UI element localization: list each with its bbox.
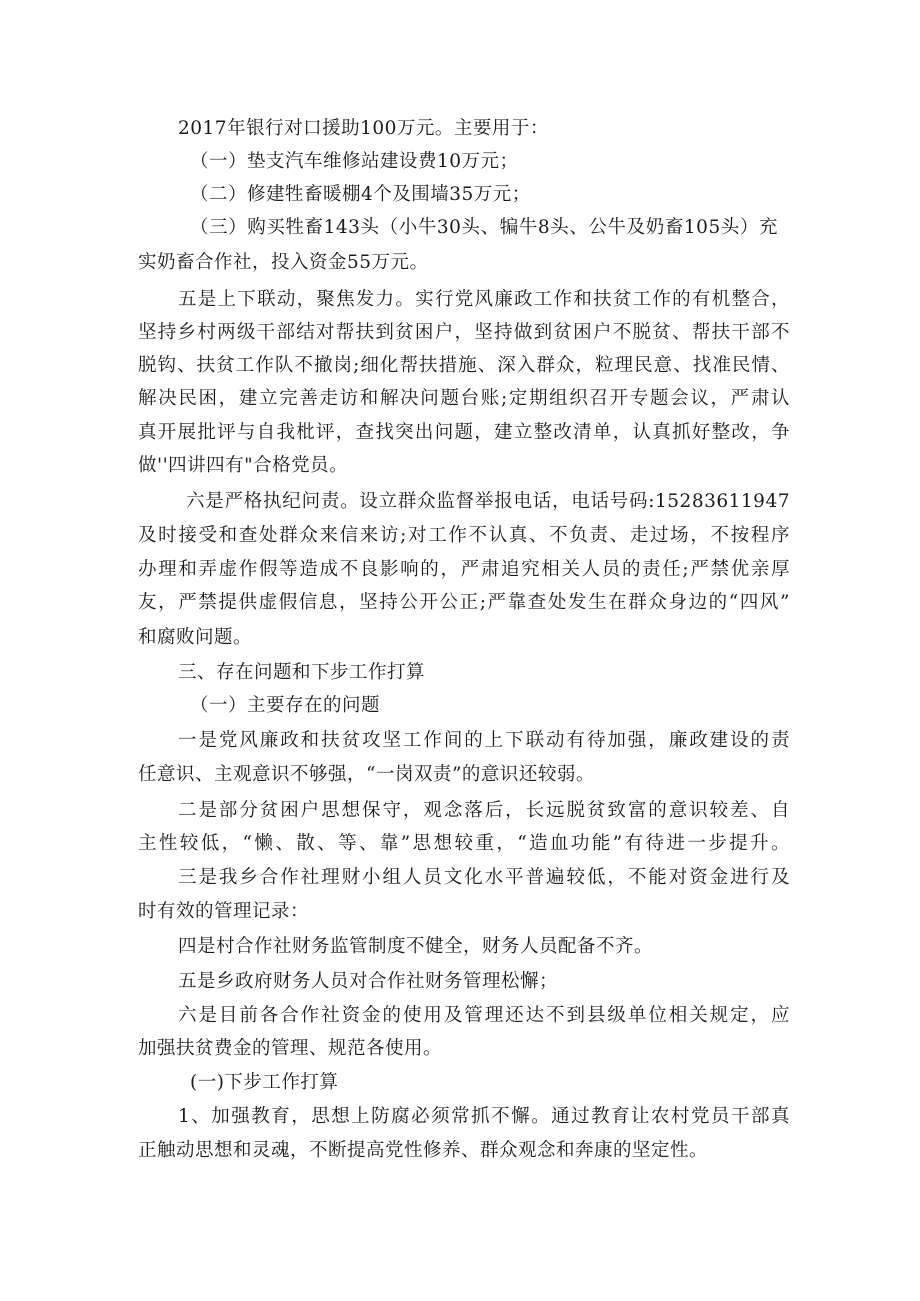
text-line: 主性较低，“懒、散、等、靠”思想较重，“造血功能”有待进一步提升。 xyxy=(138,833,790,854)
subsection-heading: (一)下步工作打算 xyxy=(190,1072,339,1093)
text-line: 实奶畜合作社，投入资金55万元。 xyxy=(138,252,429,273)
text-line: 四是村合作社财务监管制度不健全，财务人员配备不齐。 xyxy=(178,936,654,957)
text-line: 1、加强教育，思想上防腐必须常抓不懈。通过教育让农村党员干部真 xyxy=(178,1106,790,1127)
text-line: 办理和弄虚作假等造成不良影响的，严肃追究相关人员的责任;严禁优亲厚 xyxy=(138,559,790,580)
text-line: 做''四讲四有"合格党员。 xyxy=(138,455,349,476)
text-line: （三）购买牲畜143头（小牛30头、犏牛8头、公牛及奶畜105头）充 xyxy=(190,217,778,238)
text-line: 和腐败问题。 xyxy=(138,627,253,648)
text-line: 脱钩、扶贫工作队不撤岗;细化帮扶措施、深入群众，粒理民意、找准民情、 xyxy=(138,355,790,376)
text-line: 三是我乡合作社理财小组人员文化水平普遍较低，不能对资金进行及 xyxy=(178,867,790,888)
text-line: 2017年银行对口援助100万元。主要用于： xyxy=(178,118,549,139)
text-line: 及时接受和查处群众来信来访;对工作不认真、不负责、走过场，不按程序 xyxy=(138,525,790,546)
text-line: 六是严格执纪问责。设立群众监督举报电话，电话号码:15283611947 xyxy=(186,491,790,512)
text-line: 时有效的管理记录： xyxy=(138,901,310,922)
section-heading: 三、存在问题和下步工作打算 xyxy=(178,662,426,683)
text-line: 五是上下联动，聚焦发力。实行党风廉政工作和扶贫工作的有机整合， xyxy=(178,289,790,310)
text-line: 解决民困，建立完善走访和解决问题台账;定期组织召开专题会议，严肃认 xyxy=(138,388,790,409)
text-line: 正触动思想和灵魂，不断提高党性修养、群众观念和奔康的坚定性。 xyxy=(138,1140,709,1161)
text-line: （二）修建牲畜暖棚4个及围墙35万元； xyxy=(190,184,531,205)
text-line: 五是乡政府财务人员对合作社财务管理松懈； xyxy=(178,971,559,992)
text-line: 二是部分贫困户思想保守，观念落后，长远脱贫致富的意识较差、自 xyxy=(178,800,790,821)
subsection-heading: （一）主要存在的问题 xyxy=(190,695,381,716)
text-line: 加强扶贫费金的管理、规范各使用。 xyxy=(138,1038,443,1059)
text-line: 一是党风廉政和扶贫攻坚工作间的上下联动有待加强，廉政建设的责 xyxy=(178,730,790,751)
text-line: 真开展批评与自我枇评，查找突出问题，建立整改清单，认真抓好整改，争 xyxy=(138,422,790,443)
text-line: 友，严禁提供虚假信息，坚持公开公正;严靠查处发生在群众身边的“四风” xyxy=(138,592,790,613)
text-line: 六是目前各合作社资金的使用及管理还达不到县级单位相关规定，应 xyxy=(178,1005,790,1026)
text-line: （一）垫支汽车维修站建设费10万元； xyxy=(190,151,519,172)
text-line: 坚持乡村两级干部结对帮扶到贫困户，坚持做到贫困户不脱贫、帮扶干部不 xyxy=(138,322,790,343)
text-line: 任意识、主观意识不够强，“一岗双责”的意识还较弱。 xyxy=(138,764,595,785)
